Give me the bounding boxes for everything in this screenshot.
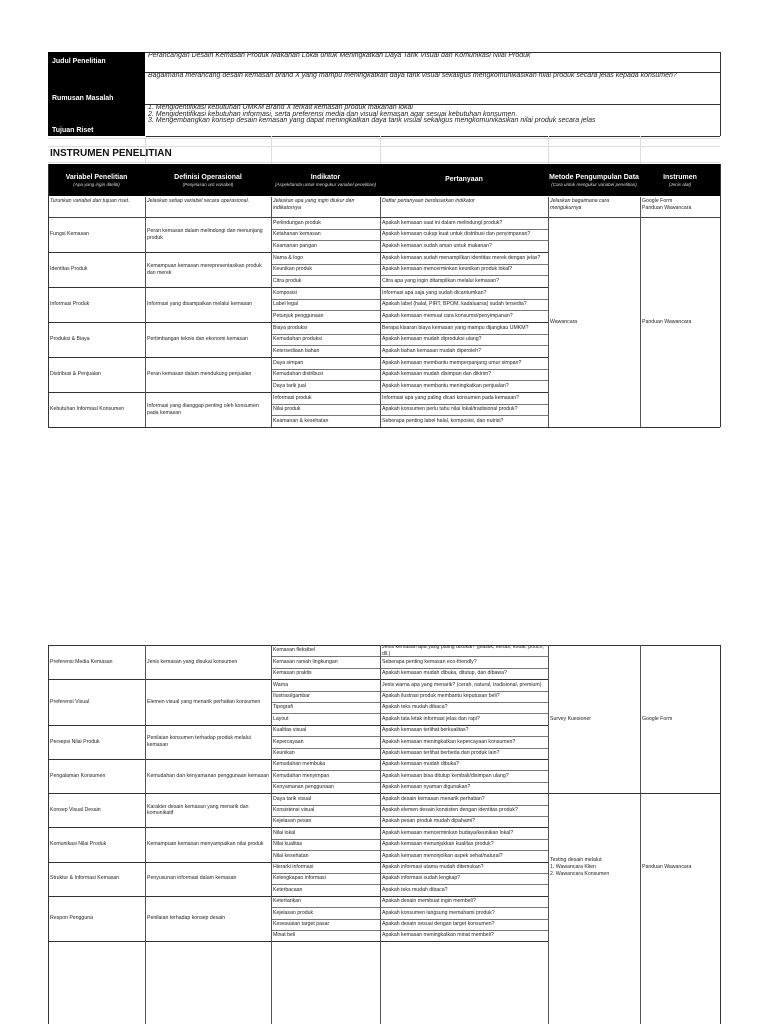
question-cell: Apakah informasi utama mudah ditemukan? — [382, 863, 484, 870]
instrument-cell: Panduan Wawancara — [642, 318, 692, 325]
indicator-cell: Nama & logo — [273, 254, 303, 261]
question-cell: Seberapa penting kemasan eco-friendly? — [382, 658, 477, 665]
question-cell: Apakah kemasan mencerminkan keunikan produk lokal? — [382, 266, 513, 273]
question-cell: Apakah desain membuat ingin membeli? — [382, 898, 476, 905]
indicator-cell: Citra produk — [273, 277, 302, 284]
indicator-cell: Nilai kualitas — [273, 841, 303, 848]
question-cell: Apakah kemasan mudah diproduksi ulang? — [382, 336, 482, 343]
definition-cell: Kemudahan dan kenyamanan penggunaan kemasan — [147, 772, 269, 779]
header-col2-title: Definisi Operasional — [174, 173, 242, 181]
col-divider — [720, 645, 721, 1024]
question-cell: Jenis warna apa yang menarik? (cerah, natural, tradisional, premium) — [382, 681, 542, 688]
definition-cell: Penyusunan informasi dalam kemasan — [147, 875, 237, 882]
definition-cell: Penilaian konsumen terhadap produk melalui kemasan — [147, 735, 251, 748]
indicator-cell: Kemudahan menyimpan — [273, 772, 330, 779]
question-cell: Apakah kemasan membantu memperpanjang umur simpan? — [382, 359, 522, 366]
variable-cell: Distribusi & Penjualan — [50, 371, 101, 378]
question-cell: Apakah kemasan mudah dibuka? — [382, 761, 459, 768]
variable-cell: Persepsi Nilai Produk — [50, 738, 100, 745]
indicator-cell: Daya simpan — [273, 359, 304, 366]
question-cell: Apakah kemasan saat ini dalam melindungi produk? — [382, 219, 503, 226]
info-value: Bagaimana merancang desain kemasan brand X yang mampu meningkatkan daya tarik visual sekaligus mengkomunikasikan nilai produk secara jelas kepada konsumen? — [148, 72, 677, 79]
indicator-cell: Minat beli — [273, 932, 296, 939]
indicator-cell: Keunikan produk — [273, 266, 312, 273]
indicator-cell: Keunikan — [273, 749, 295, 756]
question-cell: Apakah desain sesuai dengan target konsumen? — [382, 920, 495, 927]
indicator-cell: Kemudahan distribusi — [273, 371, 323, 378]
variable-cell: Pengalaman Konsumen — [50, 772, 106, 779]
definition-cell: Kemampuan kemasan merepresentasikan produk dan merek — [147, 262, 262, 276]
variable-cell: Informasi Produk — [50, 301, 90, 308]
sheet-gridline — [48, 138, 720, 139]
guide-c3: Jelaskan apa yang ingin diukur dan indikatornya — [273, 198, 355, 211]
question-cell: Apakah teks mudah dibaca? — [382, 704, 448, 711]
info-label: Rumusan Masalah — [52, 95, 114, 103]
question-cell: Apakah kemasan cukup kuat untuk distribusi dan penyimpanan? — [382, 231, 531, 238]
header-col1-title: Variabel Penelitian — [65, 173, 128, 181]
question-cell: Apakah kemasan memuat cara konsumsi/penyimpanan? — [382, 312, 513, 319]
header-col5 — [548, 164, 640, 196]
method-cell: Testing desain melalui: 1. Wawancara Klien 2. Wawancara Konsumen — [550, 857, 610, 877]
variable-cell: Identitas Produk — [50, 266, 88, 273]
header-col3-title: Indikator — [310, 173, 341, 181]
definition-cell: Peran kemasan dalam mendukung penjualan — [147, 371, 252, 378]
indicator-cell: Daya tarik jual — [273, 382, 306, 389]
question-cell: Apakah tata letak informasi jelas dan rapi? — [382, 715, 480, 722]
question-cell: Apakah kemasan terlihat berkualitas? — [382, 727, 469, 734]
question-cell: Apakah kemasan bisa ditutup kembali/disimpan ulang? — [382, 772, 509, 779]
indicator-cell: Keamanan & kesehatan — [273, 417, 329, 424]
row-divider — [145, 52, 720, 53]
indicator-cell: Label legal — [273, 301, 299, 308]
indicator-cell: Perlindungan produk — [273, 219, 321, 226]
question-cell: Citra apa yang ingin ditampilkan melalui kemasan? — [382, 277, 500, 284]
definition-cell: Peran kemasan dalam melindungi dan menunjang produk — [147, 227, 263, 241]
variable-cell: Preferensi Media Kemasan — [50, 658, 113, 665]
col-divider — [48, 164, 49, 427]
indicator-cell: Kejelasan pesan — [273, 818, 312, 825]
question-cell: Apakah kemasan membantu meningkatkan penjualan? — [382, 382, 509, 389]
col-divider — [720, 164, 721, 427]
indicator-cell: Nilai produk — [273, 406, 301, 413]
definition-cell: Penilaian terhadap konsep desain — [147, 915, 226, 922]
question-cell: Apakah kemasan meningkatkan kepercayaan konsumen? — [382, 738, 516, 745]
variable-cell: Produksi & Biaya — [50, 336, 90, 343]
indicator-cell: Kemasan praktis — [273, 670, 312, 677]
indicator-cell: Hierarki informasi — [273, 863, 314, 870]
guide-c6: Google Form Panduan Wawancara — [642, 198, 692, 211]
method-cell: Survey Kuesioner — [550, 715, 591, 722]
indicator-cell: Tipografi — [273, 704, 293, 711]
definition-cell: Informasi yang disampaikan melalui kemasan — [147, 301, 252, 308]
question-cell: Informasi apa yang paling dicari konsumen pada kemasan? — [382, 394, 519, 401]
indicator-cell: Keterbacaan — [273, 886, 303, 893]
col-divider — [271, 645, 272, 1024]
indicator-cell: Informasi produk — [273, 394, 312, 401]
question-cell: Apakah elemen desain konsisten dengan identitas produk? — [382, 806, 518, 813]
col-divider — [145, 197, 146, 427]
method-cell: Wawancara — [550, 318, 578, 325]
variable-cell: Struktur & Informasi Kemasan — [50, 875, 120, 882]
info-value: Perancangan Desain Kemasan Produk Makanan Lokal untuk Meningkatkan Daya Tarik Visual dan Komunikasi Nilai Produk — [148, 52, 531, 59]
definition-cell: Elemen visual yang menarik perhatian konsumen — [147, 698, 261, 705]
header-col4-title: Pertanyaan — [445, 176, 483, 183]
question-cell: Apakah kemasan sudah menampilkan identitas merek dengan jelas? — [382, 254, 541, 261]
indicator-cell: Kejelasan produk — [273, 909, 314, 916]
col-divider — [271, 197, 272, 427]
indicator-cell: Kepercayaan — [273, 738, 304, 745]
col-divider — [145, 645, 146, 1024]
indicator-cell: Kenyamanan penggunaan — [273, 784, 334, 791]
indicator-cell: Layout — [273, 715, 289, 722]
header-col6-title: Instrumen — [663, 173, 697, 181]
question-cell: Seberapa penting label halal, komposisi, dan nutrisi? — [382, 417, 504, 424]
question-cell: Apakah kemasan menonjolkan aspek sehat/natural? — [382, 852, 503, 859]
header-col6-subtitle: (Jenis alat) — [668, 181, 692, 187]
question-cell: Jenis kemasan apa yang paling disukai? (plastik, kertas, kotak, pouch, dll.) — [382, 645, 544, 657]
indicator-cell: Komposisi — [273, 289, 297, 296]
question-cell: Berapa kisaran biaya kemasan yang mampu dijangkau UMKM? — [382, 324, 529, 331]
row-divider — [48, 427, 548, 428]
definition-cell: Pertimbangan teknis dan ekonomi kemasan — [147, 336, 248, 343]
question-cell: Apakah desain kemasan menarik perhatian? — [382, 795, 485, 802]
indicator-cell: Petunjuk penggunaan — [273, 312, 324, 319]
header-col3-subtitle: (Aspek/tanda untuk mengukur variabel penelitian) — [274, 181, 377, 187]
guide-c5: Jelaskan bagaimana cara mengukurnya — [550, 198, 610, 211]
question-cell: Apakah kemasan sudah aman untuk makanan? — [382, 242, 492, 249]
indicator-cell: Keamanan pangan — [273, 242, 317, 249]
indicator-cell: Kesesuaian target pasar — [273, 920, 330, 927]
guide-c2: Jelaskan setiap variabel secara operasional. — [147, 198, 250, 204]
question-cell: Apakah kemasan nyaman digunakan? — [382, 784, 471, 791]
variable-cell: Preferensi Visual — [50, 698, 90, 705]
indicator-cell: Kemasan ramah lingkungan — [273, 658, 338, 665]
indicator-cell: Kelengkapan informasi — [273, 875, 326, 882]
header-col1-subtitle: (Apa yang ingin diteliti) — [73, 181, 120, 187]
question-cell: Apakah informasi sudah lengkap? — [382, 875, 461, 882]
info-label: Judul Penelitian — [52, 57, 106, 65]
guide-c1: Turunkan variabel dari tujuan riset. — [50, 198, 130, 204]
variable-cell: Fungsi Kemasan — [50, 231, 89, 238]
sheet-gridline — [48, 162, 720, 163]
col-divider — [48, 645, 49, 1024]
question-cell: Apakah kemasan mudah disimpan dan dikirim? — [382, 371, 491, 378]
indicator-cell: Kemasan fleksibel — [273, 647, 316, 654]
indicator-cell: Kemudahan produksi — [273, 336, 323, 343]
row-divider — [548, 427, 720, 428]
question-cell: Apakah bahan kemasan mudah diperoleh? — [382, 347, 481, 354]
question-cell: Apakah kemasan mudah dibuka, ditutup, dan dibawa? — [382, 670, 507, 677]
question-cell: Apakah konsumen langsung memahami produk? — [382, 909, 495, 916]
variable-cell: Respon Pengguna — [50, 915, 93, 922]
indicator-cell: Biaya produksi — [273, 324, 308, 331]
header-col1 — [48, 164, 145, 196]
sheet-gridline — [640, 136, 641, 164]
question-cell: Apakah kemasan menunjukkan kualitas produk? — [382, 841, 494, 848]
indicator-cell: Ketersediaan bahan — [273, 347, 320, 354]
info-value: 1. Mengidentifikasi kebutuhan UMKM Brand X terkait kemasan produk makanan lokal 2. Mengidentifikasi kebutuhan informasi, serta preferensi media dan visual kemasan agar sesuai kebutuhan konsumen. 3. Mengembangkan konsep desain kemasan yang dapat meningkatkan daya tarik visual sekaligus mengkomunikasikan nilai produk secara jelas — [148, 104, 596, 125]
indicator-cell: Kualitas visual — [273, 727, 307, 734]
definition-cell: Karakter desain kemasan yang menarik dan komunikatif — [147, 803, 249, 817]
header-col2 — [145, 164, 271, 196]
question-cell: Apakah pesan produk mudah dipahami? — [382, 818, 476, 825]
section-title: INSTRUMEN PENELITIAN — [50, 147, 172, 159]
indicator-cell: Kemudahan membuka — [273, 761, 326, 768]
header-col4 — [380, 164, 548, 196]
instrument-cell: Google Form — [642, 715, 673, 722]
indicator-cell: Ilustrasi/gambar — [273, 692, 310, 699]
variable-cell: Komunikasi Nilai Produk — [50, 841, 107, 848]
question-cell: Apakah kemasan meningkatkan minat membeli? — [382, 932, 494, 939]
question-cell: Informasi apa saja yang sudah dicantumkan? — [382, 289, 487, 296]
indicator-cell: Nilai kesehatan — [273, 852, 309, 859]
question-cell: Apakah kemasan terlihat berbeda dari produk lain? — [382, 749, 500, 756]
question-cell: Apakah kemasan mencerminkan budaya/keunikan lokal? — [382, 829, 514, 836]
col-divider — [720, 52, 721, 136]
row-divider — [145, 136, 720, 137]
definition-cell: Jenis kemasan yang disukai konsumen — [147, 658, 238, 665]
question-cell: Apakah ilustrasi produk membantu keputusan beli? — [382, 692, 500, 699]
definition-cell: Kemampuan kemasan menyampaikan nilai produk — [147, 841, 264, 848]
sheet-gridline — [548, 136, 549, 164]
instrument-cell: Panduan Wawancara — [642, 863, 692, 870]
header-col5-subtitle: (Cara untuk mengukur variabel penelitian) — [551, 181, 637, 187]
variable-cell: Kebutuhan Informasi Konsumen — [50, 406, 125, 413]
header-col6 — [640, 164, 720, 196]
indicator-cell: Ketahanan kemasan — [273, 231, 321, 238]
indicator-cell: Daya tarik visual — [273, 795, 312, 802]
header-col5-title: Metode Pengumpulan Data — [549, 173, 639, 181]
indicator-cell: Ketertarikan — [273, 898, 301, 905]
question-cell: Apakah label (halal, PIRT, BPOM, kadaluarsa) sudah tersedia? — [382, 301, 527, 308]
question-cell: Apakah konsumen perlu tahu nilai lokal/tradisional produk? — [382, 406, 518, 413]
header-col3 — [271, 164, 380, 196]
variable-cell: Konsep Visual Desain — [50, 806, 101, 813]
row-divider — [48, 941, 548, 942]
question-cell: Apakah teks mudah dibaca? — [382, 886, 448, 893]
indicator-cell: Konsistensi visual — [273, 806, 315, 813]
info-label: Tujuan Riset — [52, 127, 94, 135]
col-divider — [380, 645, 381, 1024]
guide-c4: Daftar pertanyaan berdasarkan indikator — [382, 198, 475, 204]
indicator-cell: Nilai lokal — [273, 829, 296, 836]
definition-cell: Informasi yang dianggap penting oleh konsumen pada kemasan — [147, 402, 259, 416]
indicator-cell: Warna — [273, 681, 289, 688]
col-divider — [380, 197, 381, 427]
header-col2-subtitle: (Penjelasan arti variabel) — [182, 181, 234, 187]
